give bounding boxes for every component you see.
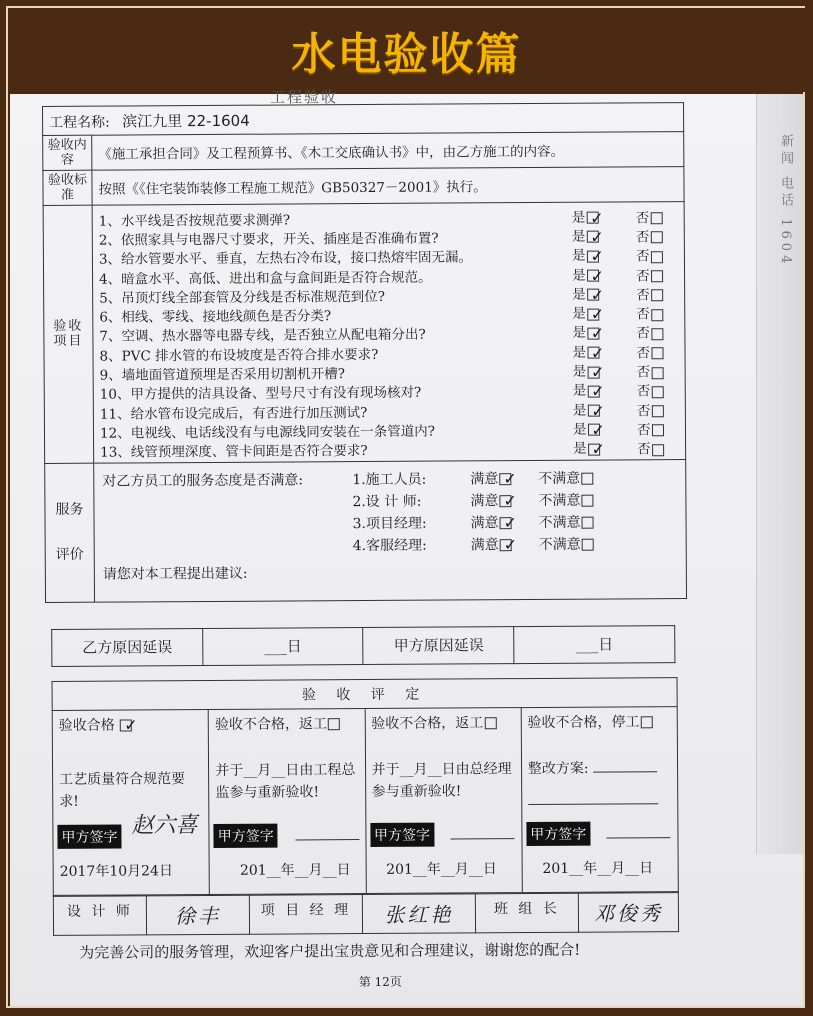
no-option bbox=[636, 283, 680, 303]
service-role: 3.项目经理: bbox=[352, 515, 427, 532]
unsatisfied-checkbox bbox=[582, 538, 594, 550]
stop-head bbox=[527, 711, 670, 732]
no-label: 否 bbox=[635, 229, 650, 246]
acceptance-table bbox=[42, 102, 687, 603]
service-role: 4.客服经理: bbox=[352, 537, 427, 554]
yes-label: 是 bbox=[571, 209, 586, 226]
check-mark-icon: ✓ bbox=[503, 491, 517, 511]
evaluation-title: 验 收 评 定 bbox=[52, 677, 677, 710]
no-option bbox=[636, 206, 680, 226]
service-question bbox=[103, 545, 353, 547]
eval-col-rework-1 bbox=[208, 708, 365, 894]
stop-plan-label: 整改方案: bbox=[527, 760, 589, 777]
yes-label: 是 bbox=[572, 402, 587, 419]
yes-option bbox=[563, 437, 637, 459]
cut-off-title: 工程验收 bbox=[270, 88, 339, 106]
no-checkbox bbox=[651, 386, 663, 398]
satisfied-option bbox=[470, 512, 538, 533]
inspection-item-text: 4、暗盒水平、高低、进出和盒与盒间距是否符合规范。 bbox=[99, 269, 432, 288]
rework2-sign-line bbox=[450, 826, 514, 839]
service-question bbox=[102, 501, 352, 503]
rework1-head-text: 验收不合格，返工 bbox=[214, 716, 328, 733]
unsatisfied-option bbox=[538, 467, 593, 487]
rework1-date: 201__年__月__日 bbox=[239, 861, 351, 879]
rework2-head bbox=[371, 712, 514, 733]
no-label: 否 bbox=[636, 306, 650, 323]
rework1-sign-line bbox=[296, 827, 360, 840]
unsatisfied-label: 不满意 bbox=[538, 470, 581, 487]
eval-col-pass bbox=[52, 709, 209, 895]
yes-label: 是 bbox=[572, 305, 586, 322]
check-mark-icon: ✓ bbox=[503, 469, 517, 489]
evaluation-table bbox=[52, 677, 679, 896]
check-mark-icon: ✓ bbox=[591, 381, 605, 401]
no-option bbox=[637, 418, 681, 438]
designer-label: 设 计 师 bbox=[53, 896, 146, 936]
acceptance-form bbox=[40, 102, 715, 992]
pm-label: 项 目 经 理 bbox=[249, 894, 362, 934]
pm-signature-text: 张红艳 bbox=[384, 902, 454, 927]
eval-col-rework-2 bbox=[365, 707, 522, 893]
yes-label: 是 bbox=[572, 382, 587, 400]
check-mark-icon: ✓ bbox=[591, 420, 605, 440]
party-a-delay-label: 甲方原因延误 bbox=[363, 626, 514, 664]
service-role: 2.设 计 师: bbox=[352, 493, 422, 510]
no-checkbox bbox=[652, 444, 664, 456]
satisfied-label: 满意 bbox=[470, 470, 499, 487]
leader-label: 班 组 长 bbox=[475, 893, 578, 933]
unsatisfied-checkbox bbox=[581, 494, 593, 506]
service-row bbox=[103, 532, 678, 558]
items-list bbox=[92, 202, 686, 463]
satisfied-label: 满意 bbox=[470, 492, 499, 509]
stop-sign-label: 甲方签字 bbox=[526, 822, 590, 846]
designer-signature bbox=[146, 895, 249, 935]
no-option bbox=[636, 264, 680, 284]
no-checkbox bbox=[650, 251, 662, 263]
designer-signature-text: 徐丰 bbox=[174, 903, 222, 929]
suggestion-prompt: 请您对本工程提出建议: bbox=[102, 565, 248, 583]
unsatisfied-option bbox=[539, 533, 594, 553]
project-row bbox=[43, 103, 684, 136]
pass-sign-label: 甲方签字 bbox=[57, 824, 121, 848]
no-option bbox=[636, 244, 680, 264]
inspection-item-text: 10、甲方提供的洁具设备、型号尺寸有没有现场核对? bbox=[99, 385, 422, 403]
banner bbox=[8, 8, 805, 92]
leader-signature-text: 邓俊秀 bbox=[593, 901, 664, 926]
satisfied-option bbox=[470, 490, 538, 511]
pm-signature bbox=[362, 894, 475, 934]
check-mark-icon: ✓ bbox=[590, 304, 605, 324]
no-label: 否 bbox=[636, 402, 651, 419]
inspection-item-text: 8、PVC 排水管的布设坡度是否符合排水要求? bbox=[99, 346, 379, 365]
yes-label: 是 bbox=[573, 440, 587, 457]
service-label bbox=[45, 463, 95, 602]
check-mark-icon: ✓ bbox=[590, 323, 605, 344]
inspection-item-text: 11、给水管布设完成后，有否进行加压测试? bbox=[99, 404, 368, 423]
unsatisfied-label: 不满意 bbox=[538, 514, 581, 531]
satisfied-label: 满意 bbox=[470, 514, 499, 531]
yes-label: 是 bbox=[572, 325, 586, 342]
inspection-item-text: 1、水平线是否按规范要求测弹? bbox=[98, 212, 291, 230]
inspection-item-text: 9、墙地面管道预埋是否采用切割机开槽? bbox=[99, 366, 346, 384]
plan-line-2-blank bbox=[528, 791, 658, 805]
yes-label: 是 bbox=[572, 363, 587, 380]
party-b-delay-value: ___日 bbox=[203, 627, 364, 665]
no-label: 否 bbox=[636, 345, 651, 362]
check-mark-icon: ✓ bbox=[590, 266, 605, 286]
no-option bbox=[636, 302, 680, 322]
no-label: 否 bbox=[636, 287, 650, 304]
check-mark-icon: ✓ bbox=[590, 285, 605, 305]
no-checkbox bbox=[651, 309, 663, 321]
pass-head bbox=[59, 714, 202, 735]
service-evaluation bbox=[94, 459, 687, 602]
standard-label: 验收标准 bbox=[43, 170, 92, 205]
no-option bbox=[637, 437, 681, 457]
no-label: 否 bbox=[636, 267, 650, 284]
no-checkbox bbox=[651, 425, 663, 437]
stop-date: 201__年__月__日 bbox=[542, 860, 654, 877]
rework2-sign-label: 甲方签字 bbox=[370, 822, 434, 846]
check-mark-icon: ✓ bbox=[503, 513, 518, 533]
inspection-item-text: 7、空调、热水器等电器专线，是否独立从配电箱分出? bbox=[99, 327, 426, 346]
check-mark-icon: ✓ bbox=[590, 227, 604, 247]
no-option bbox=[637, 379, 681, 399]
page-number: 第 12页 bbox=[358, 974, 402, 989]
footer-note: 为完善公司的服务管理，欢迎客户提出宝贵意见和合理建议，谢谢您的配合! bbox=[79, 940, 581, 962]
no-label: 否 bbox=[637, 441, 651, 458]
service-label-1: 服务 bbox=[55, 501, 84, 518]
unsatisfied-checkbox bbox=[582, 516, 594, 528]
no-label: 否 bbox=[635, 248, 650, 265]
inspection-item-text: 13、线管预埋深度、管卡间距是否符合要求? bbox=[100, 443, 368, 461]
leader-signature bbox=[578, 892, 678, 932]
rework2-text: 并于__月__日由总经理参与重新验收! bbox=[371, 760, 512, 800]
satisfied-label: 满意 bbox=[470, 536, 499, 553]
content-text: 《施工承担合同》及工程预算书、《木工交底确认书》中，由乙方施工的内容。 bbox=[92, 132, 684, 171]
project-value: 滨江九里 22-1604 bbox=[122, 111, 250, 130]
signatures-table bbox=[53, 892, 679, 936]
no-option bbox=[637, 399, 681, 419]
stop-plan bbox=[528, 757, 671, 778]
stop-head-text: 验收不合格，停工 bbox=[527, 714, 640, 731]
inspection-item bbox=[100, 438, 681, 461]
yes-label: 是 bbox=[572, 344, 587, 361]
delay-table bbox=[51, 625, 675, 667]
pass-head-text: 验收合格 bbox=[58, 717, 115, 734]
no-label: 否 bbox=[636, 325, 650, 342]
side-paper-strip bbox=[756, 94, 803, 854]
check-mark-icon: ✓ bbox=[590, 343, 605, 363]
satisfied-option bbox=[470, 468, 538, 489]
inspection-item-text: 3、给水管要水平、垂直，左热右冷布设，接口热熔牢固无漏。 bbox=[98, 249, 473, 268]
rework1-head bbox=[215, 713, 358, 734]
party-a-delay-value: ___日 bbox=[514, 625, 675, 663]
unsatisfied-checkbox bbox=[581, 472, 593, 484]
no-label: 否 bbox=[636, 364, 651, 381]
content-label: 验收内容 bbox=[43, 135, 92, 170]
unsatisfied-label: 不满意 bbox=[538, 536, 581, 553]
check-mark-icon: ✓ bbox=[590, 208, 604, 228]
no-checkbox bbox=[651, 405, 663, 417]
no-label: 否 bbox=[636, 422, 651, 439]
no-checkbox bbox=[651, 270, 663, 282]
items-label-text: 验收项目 bbox=[53, 319, 84, 350]
check-mark-icon: ✓ bbox=[124, 715, 138, 735]
service-role: 1.施工人员: bbox=[352, 471, 427, 488]
rework1-text: 并于__月__日由工程总监参与重新验收! bbox=[215, 761, 356, 801]
unsatisfied-option bbox=[538, 489, 593, 509]
check-mark-icon: ✓ bbox=[591, 362, 605, 382]
check-mark-icon: ✓ bbox=[591, 439, 606, 459]
rework1-sign-label: 甲方签字 bbox=[214, 823, 278, 847]
pass-date: 2017年10月24日 bbox=[59, 863, 173, 880]
yes-label: 是 bbox=[572, 286, 586, 303]
no-checkbox bbox=[651, 367, 663, 379]
rework2-date: 201__年__月__日 bbox=[386, 861, 497, 878]
stop-sign-line bbox=[606, 825, 670, 838]
yes-label: 是 bbox=[571, 228, 586, 245]
no-checkbox bbox=[650, 232, 662, 244]
no-checkbox bbox=[651, 290, 663, 302]
yes-label: 是 bbox=[571, 247, 586, 265]
side-strip-text: 新闻 电话 1604 bbox=[778, 134, 793, 268]
no-checkbox bbox=[651, 328, 663, 340]
yes-label: 是 bbox=[571, 267, 586, 284]
service-label-2: 评价 bbox=[55, 546, 84, 563]
plan-line-1 bbox=[593, 759, 657, 772]
service-question: 对乙方员工的服务态度是否满意: bbox=[102, 472, 304, 490]
inspection-item-text: 12、电视线、电话线没有与电源线同安装在一条管道内? bbox=[99, 423, 435, 442]
no-option bbox=[636, 341, 680, 361]
inspection-item-text: 2、依照家具与电器尺寸要求，开关、插座是否准确布置? bbox=[98, 230, 439, 249]
unsatisfied-label: 不满意 bbox=[538, 492, 581, 509]
no-checkbox bbox=[651, 347, 663, 359]
inspection-item-text: 5、吊顶灯线全部套管及分线是否标准规范到位? bbox=[99, 288, 386, 307]
pass-text: 工艺质量符合规范要求! bbox=[59, 771, 186, 811]
project-label: 工程名称: bbox=[49, 114, 110, 131]
unsatisfied-option bbox=[538, 511, 593, 531]
stop-checkbox bbox=[640, 716, 652, 728]
inspection-item-text: 6、相线、零线、接地线颜色是否分类? bbox=[99, 308, 332, 326]
check-mark-icon: ✓ bbox=[591, 401, 605, 421]
standard-text: 按照《《住宅装饰装修工程施工规范》GB50327－2001》执行。 bbox=[92, 167, 684, 206]
items-label bbox=[43, 205, 94, 463]
satisfied-option bbox=[471, 534, 539, 555]
no-checkbox bbox=[650, 212, 662, 224]
check-mark-icon: ✓ bbox=[590, 246, 604, 266]
yes-label: 是 bbox=[572, 421, 587, 438]
party-b-delay-label: 乙方原因延误 bbox=[52, 628, 203, 666]
eval-col-stop bbox=[521, 706, 678, 892]
plan-line-2 bbox=[528, 791, 671, 809]
no-label: 否 bbox=[635, 209, 650, 227]
check-mark-icon: ✓ bbox=[503, 535, 518, 555]
service-question bbox=[103, 523, 353, 525]
no-option bbox=[636, 225, 680, 245]
rework1-checkbox bbox=[328, 718, 340, 730]
no-option bbox=[637, 360, 681, 380]
rework2-head-text: 验收不合格，返工 bbox=[371, 715, 484, 732]
document-paper bbox=[10, 88, 803, 1006]
rework2-checkbox bbox=[484, 717, 496, 729]
no-label: 否 bbox=[636, 383, 651, 400]
pass-signature: 赵六喜 bbox=[131, 812, 198, 839]
no-option bbox=[636, 322, 680, 342]
banner-title: 水电验收篇 bbox=[291, 29, 522, 80]
